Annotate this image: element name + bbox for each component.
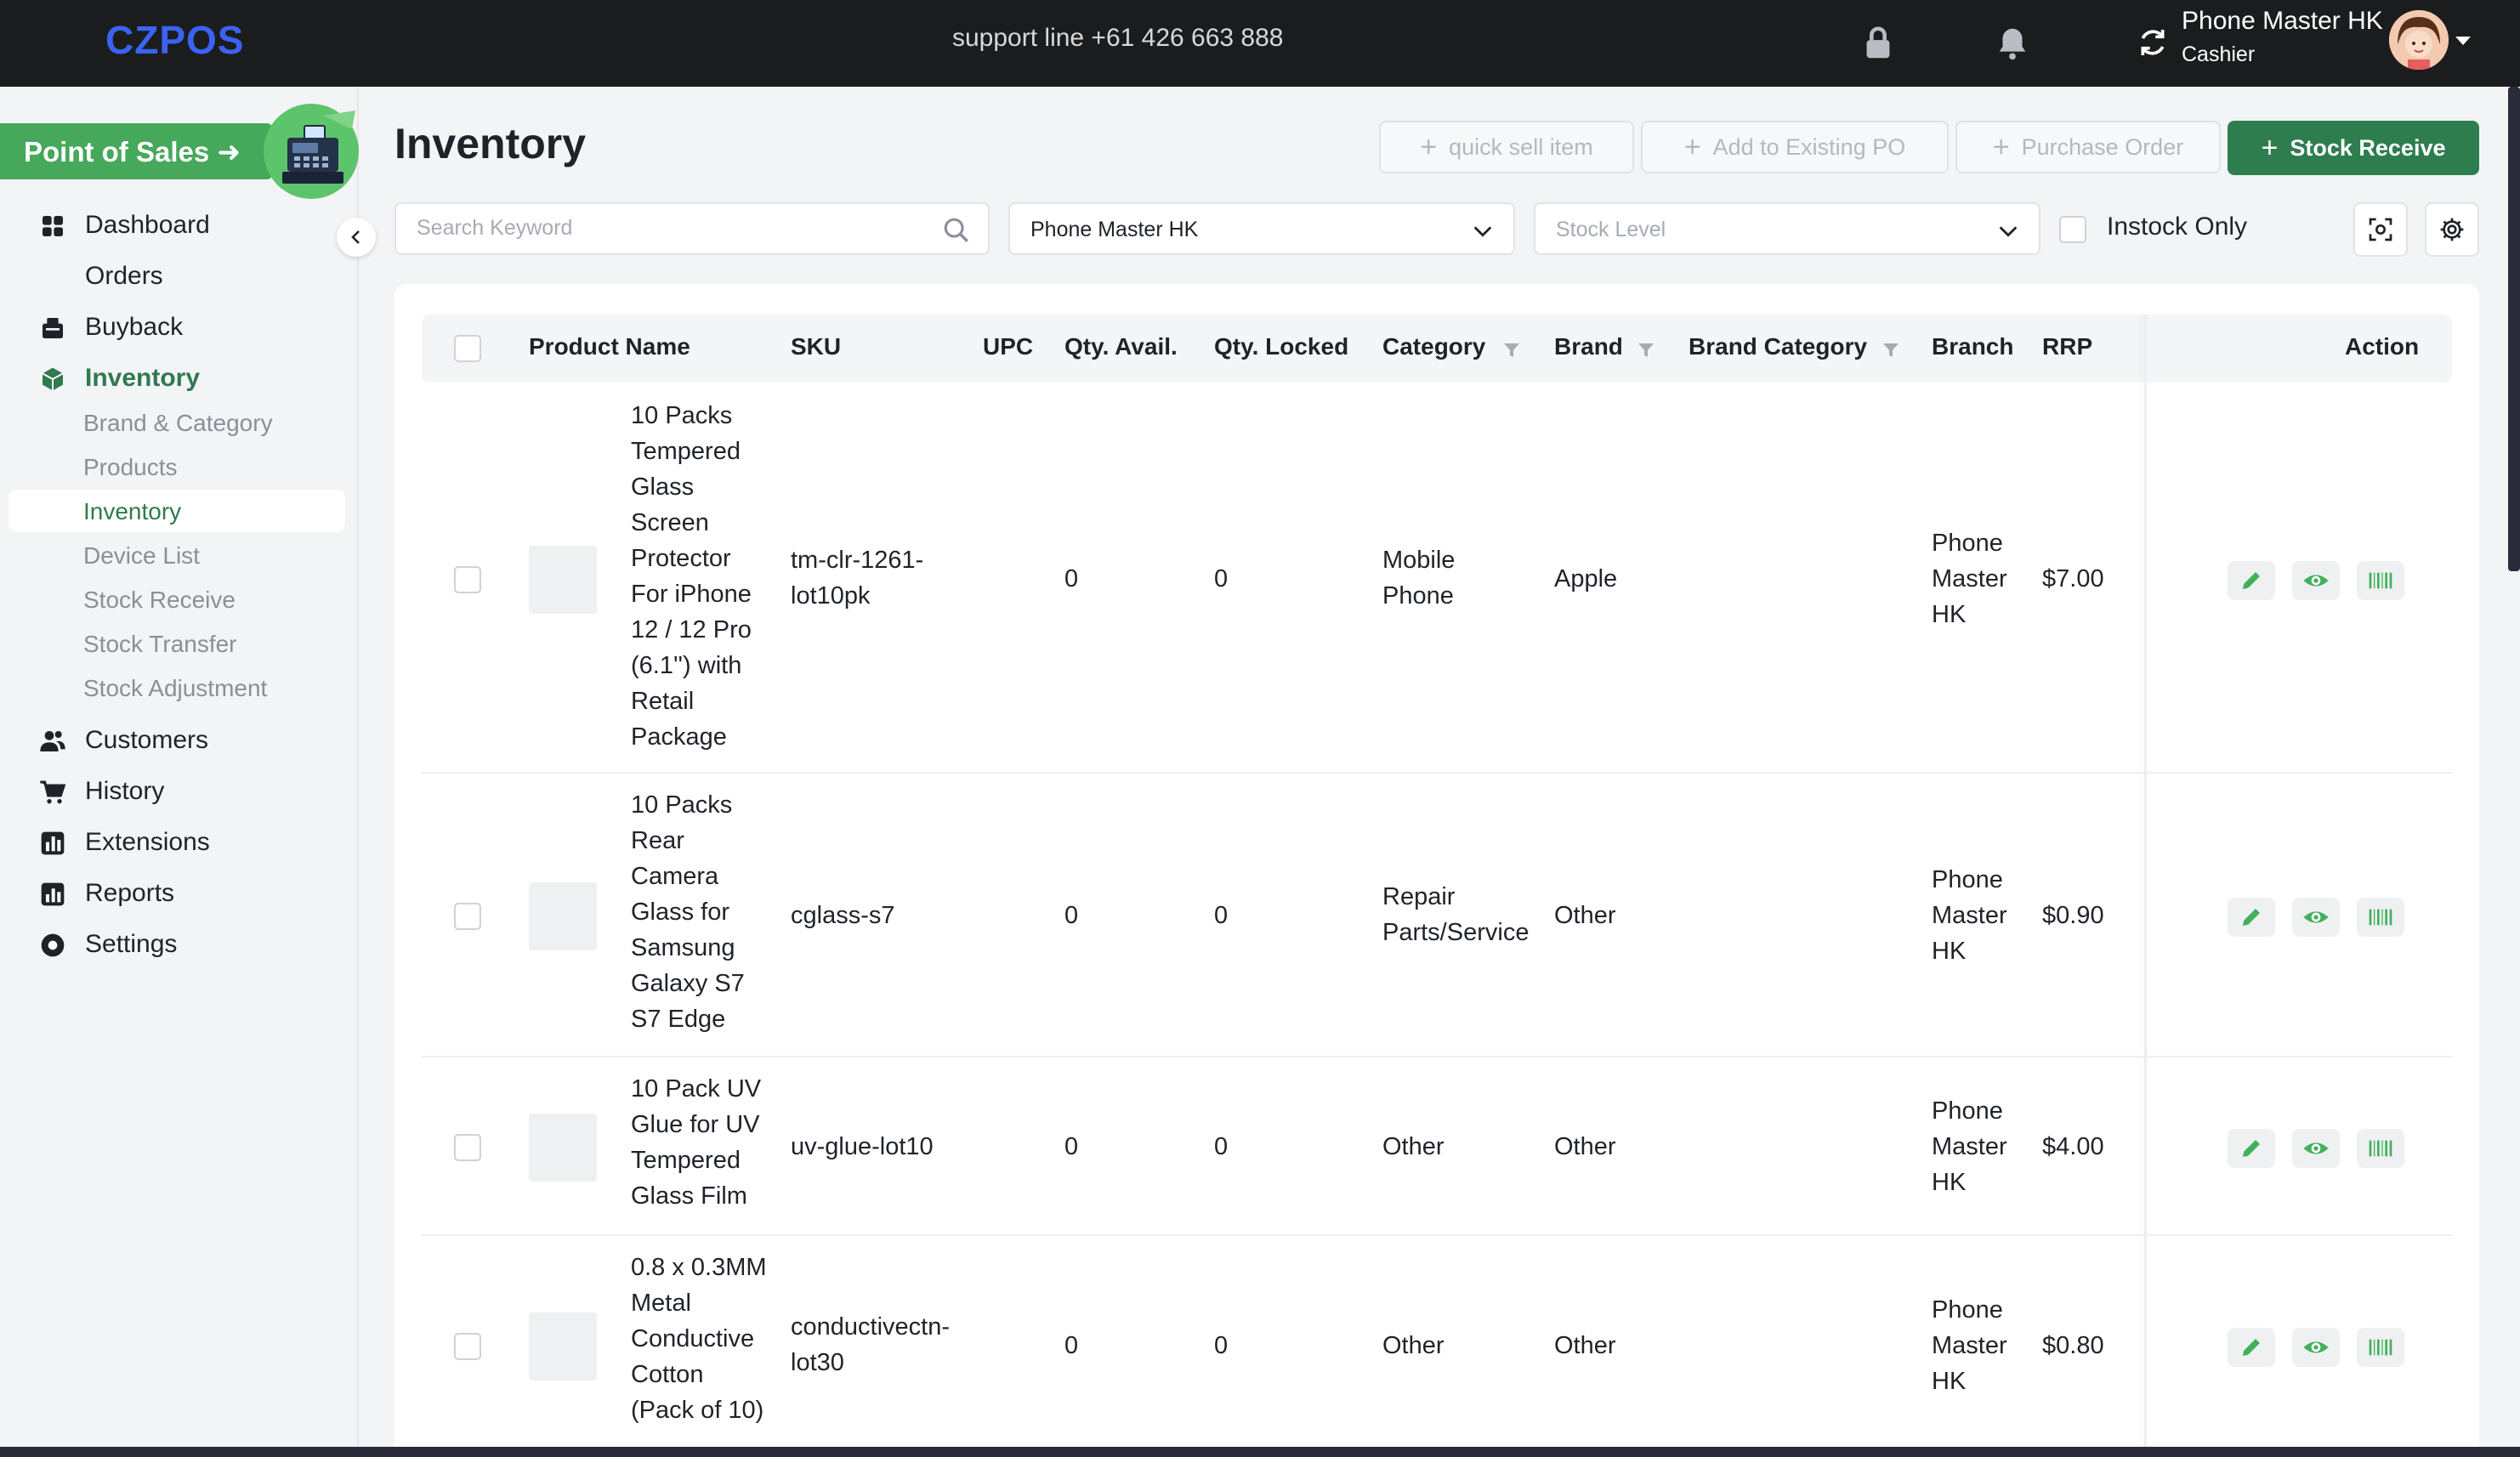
subnav-label: Device List bbox=[83, 542, 200, 569]
instock-only-label[interactable]: Instock Only bbox=[2107, 213, 2248, 241]
page-scrollbar[interactable] bbox=[2508, 87, 2520, 571]
barcode-icon bbox=[2367, 567, 2394, 594]
rrp: $7.00 bbox=[2042, 565, 2104, 592]
avatar[interactable] bbox=[2389, 10, 2449, 70]
chevron-down-icon bbox=[1996, 219, 2020, 243]
nav-label: Settings bbox=[85, 930, 178, 958]
cart-icon bbox=[39, 779, 66, 806]
stock-level-placeholder: Stock Level bbox=[1556, 218, 1666, 241]
pencil-icon bbox=[2239, 904, 2264, 930]
nav-label: Reports bbox=[85, 879, 175, 907]
button-label: Purchase Order bbox=[2021, 133, 2184, 160]
barcode-button[interactable] bbox=[2357, 561, 2404, 600]
qty-locked: 0 bbox=[1214, 1332, 1229, 1359]
row-checkbox[interactable] bbox=[454, 1333, 481, 1360]
qty-locked: 0 bbox=[1214, 902, 1229, 929]
inventory-icon bbox=[39, 366, 66, 393]
quick-sell-item-button[interactable] bbox=[1379, 121, 1634, 173]
stock-level-select[interactable] bbox=[1534, 202, 2040, 255]
col-action: Action bbox=[2345, 333, 2420, 360]
nav-history[interactable] bbox=[0, 770, 349, 814]
select-all-checkbox[interactable] bbox=[454, 335, 481, 362]
product-thumbnail bbox=[529, 546, 597, 614]
subnav-stock-transfer[interactable] bbox=[9, 622, 345, 665]
nav-inventory[interactable] bbox=[0, 357, 349, 401]
search-icon[interactable] bbox=[942, 216, 971, 245]
col-upc[interactable]: UPC bbox=[983, 333, 1034, 360]
plus-icon: + bbox=[1683, 131, 1701, 163]
avatar-face-icon bbox=[2389, 10, 2449, 70]
col-qty-avail[interactable]: Qty. Avail. bbox=[1064, 333, 1178, 360]
qty-avail: 0 bbox=[1064, 902, 1079, 929]
col-rrp[interactable]: RRP bbox=[2042, 333, 2093, 360]
top-bar bbox=[0, 0, 2520, 87]
plus-icon: + bbox=[1992, 131, 2010, 163]
arrow-right-icon: ➜ bbox=[217, 136, 241, 167]
product-name[interactable]: 10 Packs Tempered Glass Screen Protector For iPhone 12 / 12 Pro (6.1'') with Retail Package bbox=[631, 402, 752, 751]
branch: Phone Master HK bbox=[1932, 866, 2007, 965]
customers-icon bbox=[39, 728, 66, 755]
dashboard-icon bbox=[39, 213, 66, 240]
edit-button[interactable] bbox=[2228, 1328, 2275, 1367]
plus-icon: + bbox=[2261, 132, 2279, 164]
brand: Other bbox=[1554, 1332, 1616, 1359]
bell-icon[interactable] bbox=[1993, 24, 2032, 63]
branch-select-value: Phone Master HK bbox=[1030, 218, 1199, 241]
subnav-brand-category[interactable] bbox=[9, 401, 345, 444]
support-line: support line +61 426 663 888 bbox=[952, 24, 1284, 52]
view-button[interactable] bbox=[2292, 1129, 2340, 1168]
extensions-icon bbox=[39, 830, 66, 857]
view-button[interactable] bbox=[2292, 561, 2340, 600]
barcode-icon bbox=[2367, 1135, 2394, 1162]
pos-banner-label: Point of Sales bbox=[24, 136, 210, 167]
product-name[interactable]: 0.8 x 0.3MM Metal Conductive Cotton (Pack of 10) bbox=[631, 1254, 767, 1424]
nav-reports[interactable] bbox=[0, 872, 349, 916]
nav-buyback[interactable] bbox=[0, 306, 349, 350]
category: Other bbox=[1382, 1133, 1444, 1160]
sku: conductivectn-lot30 bbox=[791, 1313, 950, 1376]
eye-icon bbox=[2302, 567, 2330, 594]
branch: Phone Master HK bbox=[1932, 1296, 2007, 1395]
edit-button[interactable] bbox=[2228, 898, 2275, 937]
chevron-left-icon bbox=[348, 229, 365, 246]
table-settings-button[interactable] bbox=[2425, 202, 2479, 257]
product-name[interactable]: 10 Pack UV Glue for UV Tempered Glass Film bbox=[631, 1075, 762, 1210]
subnav-stock-adjustment[interactable] bbox=[9, 666, 345, 709]
subnav-stock-receive[interactable] bbox=[9, 578, 345, 621]
subnav-inventory[interactable] bbox=[9, 490, 345, 532]
button-label: quick sell item bbox=[1449, 133, 1593, 160]
row-checkbox[interactable] bbox=[454, 566, 481, 593]
filter-icon[interactable] bbox=[1636, 340, 1656, 360]
branch-select[interactable] bbox=[1008, 202, 1515, 255]
edit-button[interactable] bbox=[2228, 1129, 2275, 1168]
cash-register-icon[interactable] bbox=[264, 104, 359, 199]
col-product-name[interactable]: Product Name bbox=[529, 333, 690, 360]
barcode-icon bbox=[2367, 904, 2394, 931]
buyback-icon bbox=[39, 315, 66, 342]
qty-avail: 0 bbox=[1064, 565, 1079, 592]
stock-receive-button[interactable] bbox=[2228, 121, 2479, 175]
reports-icon bbox=[39, 881, 66, 908]
subnav-label: Stock Transfer bbox=[83, 631, 237, 657]
col-sku[interactable]: SKU bbox=[791, 333, 842, 360]
nav-extensions[interactable] bbox=[0, 821, 349, 865]
purchase-order-button[interactable] bbox=[1955, 121, 2221, 173]
pencil-icon bbox=[2239, 1136, 2264, 1161]
col-branch[interactable]: Branch bbox=[1932, 333, 2014, 360]
subnav-label: Brand & Category bbox=[83, 410, 273, 436]
nav-label: Dashboard bbox=[85, 211, 210, 239]
add-to-existing-po-button[interactable] bbox=[1641, 121, 1949, 173]
lock-icon[interactable] bbox=[1859, 24, 1898, 63]
sync-icon[interactable] bbox=[2136, 26, 2170, 60]
nav-settings[interactable] bbox=[0, 923, 349, 967]
category: Repair Parts/Service bbox=[1382, 883, 1530, 946]
row-checkbox[interactable] bbox=[454, 903, 481, 930]
col-brand[interactable]: Brand bbox=[1554, 333, 1623, 360]
category: Other bbox=[1382, 1332, 1444, 1359]
scan-button[interactable] bbox=[2353, 202, 2408, 257]
button-label: Stock Receive bbox=[2290, 134, 2446, 161]
qty-avail: 0 bbox=[1064, 1332, 1079, 1359]
product-name[interactable]: 10 Packs Rear Camera Glass for Samsung Galaxy S7 S7 Edge bbox=[631, 791, 745, 1033]
branch: Phone Master HK bbox=[1932, 1097, 2007, 1196]
nav-dashboard[interactable] bbox=[0, 204, 349, 248]
view-button[interactable] bbox=[2292, 1328, 2340, 1367]
col-brand-category[interactable]: Brand Category bbox=[1689, 333, 1868, 360]
barcode-button[interactable] bbox=[2357, 898, 2404, 937]
edit-button[interactable] bbox=[2228, 561, 2275, 600]
nav-customers[interactable] bbox=[0, 719, 349, 763]
rrp: $0.80 bbox=[2042, 1332, 2104, 1359]
chevron-down-icon bbox=[1471, 219, 1495, 243]
eye-icon bbox=[2302, 1334, 2330, 1361]
subnav-label: Stock Adjustment bbox=[83, 675, 268, 701]
search-input[interactable] bbox=[417, 216, 910, 241]
user-role: Cashier bbox=[2182, 43, 2256, 66]
brand: Apple bbox=[1554, 565, 1618, 592]
sku: uv-glue-lot10 bbox=[791, 1133, 934, 1160]
qty-avail: 0 bbox=[1064, 1133, 1079, 1160]
user-name[interactable]: Phone Master HK bbox=[2182, 7, 2383, 35]
nav-label: Extensions bbox=[85, 828, 210, 856]
col-qty-locked[interactable]: Qty. Locked bbox=[1214, 333, 1349, 360]
inventory-table-card bbox=[394, 284, 2479, 1457]
table-row[interactable] bbox=[422, 1059, 2452, 1236]
filter-icon[interactable] bbox=[1501, 340, 1522, 360]
app-logo[interactable]: CZPOS bbox=[105, 18, 245, 62]
button-label: Add to Existing PO bbox=[1712, 133, 1906, 160]
table-row[interactable] bbox=[422, 1238, 2452, 1457]
scan-icon bbox=[2367, 216, 2394, 243]
brand: Other bbox=[1554, 1133, 1616, 1160]
plus-icon: + bbox=[1420, 131, 1438, 163]
subnav-label: Products bbox=[83, 454, 178, 480]
product-thumbnail bbox=[529, 1312, 597, 1380]
row-checkbox[interactable] bbox=[454, 1134, 481, 1161]
eye-icon bbox=[2302, 1135, 2330, 1162]
rrp: $4.00 bbox=[2042, 1133, 2104, 1160]
table-row[interactable] bbox=[422, 386, 2452, 774]
chevron-down-icon[interactable] bbox=[2454, 34, 2472, 48]
nav-orders[interactable] bbox=[0, 255, 349, 299]
nav-label: Customers bbox=[85, 726, 209, 754]
sku: tm-clr-1261-lot10pk bbox=[791, 547, 924, 609]
page-title: Inventory bbox=[394, 120, 587, 167]
nav-label: History bbox=[85, 777, 165, 805]
product-thumbnail bbox=[529, 1114, 597, 1182]
branch: Phone Master HK bbox=[1932, 530, 2007, 628]
rrp: $0.90 bbox=[2042, 902, 2104, 929]
table-row[interactable] bbox=[422, 775, 2452, 1057]
instock-only-checkbox[interactable] bbox=[2059, 216, 2086, 243]
table-header bbox=[422, 315, 2452, 383]
pencil-icon bbox=[2239, 1335, 2264, 1360]
settings-icon bbox=[39, 932, 66, 959]
qty-locked: 0 bbox=[1214, 565, 1229, 592]
barcode-button[interactable] bbox=[2357, 1328, 2404, 1367]
brand: Other bbox=[1554, 902, 1616, 929]
pencil-icon bbox=[2239, 568, 2264, 593]
filter-icon[interactable] bbox=[1881, 340, 1901, 360]
eye-icon bbox=[2302, 904, 2330, 931]
subnav-device-list[interactable] bbox=[9, 534, 345, 576]
subnav-products[interactable] bbox=[9, 445, 345, 488]
barcode-icon bbox=[2367, 1334, 2394, 1361]
product-thumbnail bbox=[529, 882, 597, 950]
category: Mobile Phone bbox=[1382, 547, 1456, 609]
col-category[interactable]: Category bbox=[1382, 333, 1486, 360]
subnav-label: Stock Receive bbox=[83, 587, 236, 613]
nav-label: Buyback bbox=[85, 313, 184, 341]
gear-icon bbox=[2438, 216, 2466, 243]
bottom-scrollbar[interactable] bbox=[0, 1447, 2520, 1457]
nav-label: Orders bbox=[85, 262, 163, 290]
point-of-sales-button[interactable] bbox=[0, 123, 272, 179]
search-box bbox=[394, 202, 990, 255]
view-button[interactable] bbox=[2292, 898, 2340, 937]
barcode-button[interactable] bbox=[2357, 1129, 2404, 1168]
sku: cglass-s7 bbox=[791, 902, 895, 929]
subnav-label: Inventory bbox=[83, 498, 182, 524]
nav-label: Inventory bbox=[85, 364, 201, 392]
qty-locked: 0 bbox=[1214, 1133, 1229, 1160]
